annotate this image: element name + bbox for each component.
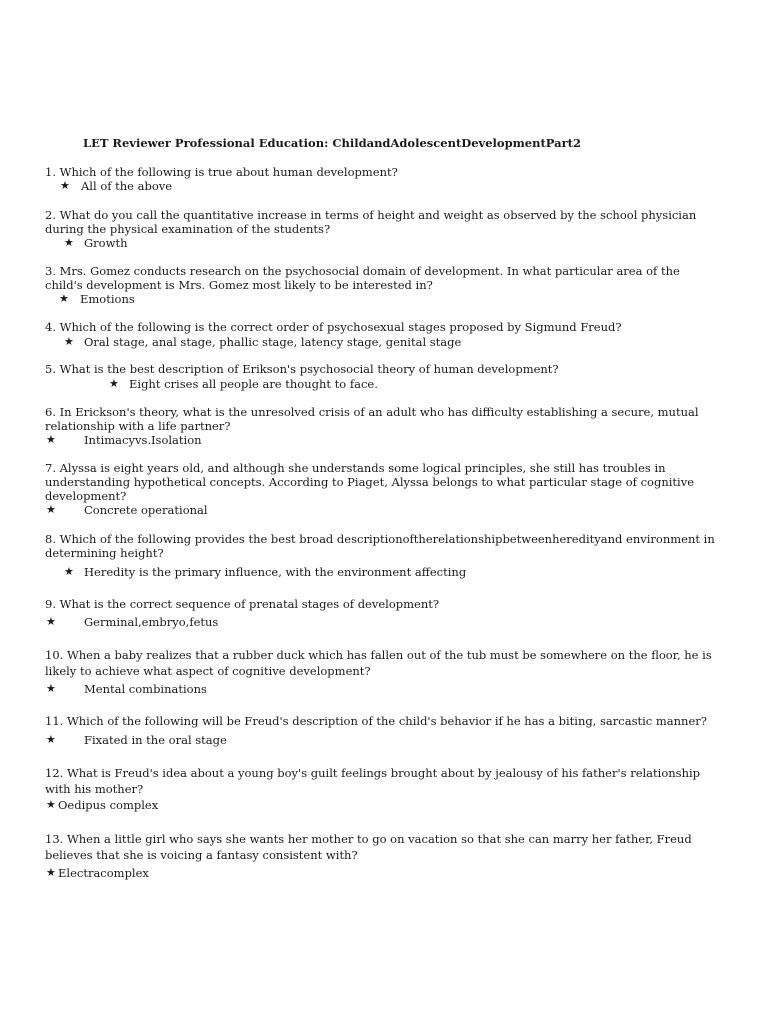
answer-4: Oral stage, anal stage, phallic stage, latency stage, genital stage xyxy=(84,335,462,349)
question-1: 1. Which of the following is true about human development? xyxy=(45,165,398,179)
question-5: 5. What is the best description of Erikson's psychosocial theory of human development? xyxy=(45,362,559,376)
star-bullet-icon: ★ xyxy=(46,733,56,746)
star-bullet-icon: ★ xyxy=(46,866,56,879)
question-8: 8. Which of the following provides the best broad descriptionoftherelationshipbetweenheredityand environment in determining height? xyxy=(45,532,715,560)
star-bullet-icon: ★ xyxy=(64,335,74,348)
question-9: 9. What is the correct sequence of prenatal stages of development? xyxy=(45,597,440,611)
star-bullet-icon: ★ xyxy=(60,179,70,192)
answer-7: Concrete operational xyxy=(84,503,208,517)
question-2: 2. What do you call the quantitative increase in terms of height and weight as observed by the school physician during the physical examination of the students? xyxy=(45,208,697,236)
star-bullet-icon: ★ xyxy=(109,377,119,390)
star-bullet-icon: ★ xyxy=(46,615,56,628)
star-bullet-icon: ★ xyxy=(64,236,74,249)
answer-8: Heredity is the primary influence, with the environment affecting xyxy=(84,565,467,579)
question-13: 13. When a little girl who says she wants her mother to go on vacation so that she can marry her father, Freud believes that she is voicing a fantasy consistent with? xyxy=(45,832,692,862)
answer-10: Mental combinations xyxy=(84,682,207,696)
question-6: 6. In Erickson's theory, what is the unresolved crisis of an adult who has difficulty establishing a secure, mutual relationship with a life partner? xyxy=(45,405,699,433)
answer-5: Eight crises all people are thought to face. xyxy=(129,377,378,391)
answer-6: Intimacyvs.Isolation xyxy=(84,433,202,447)
answer-1: All of the above xyxy=(81,179,173,193)
star-bullet-icon: ★ xyxy=(64,565,74,578)
question-7: 7. Alyssa is eight years old, and although she understands some logical principles, she still has troubles in understanding hypothetical concepts. According to Piaget, Alyssa belongs to what particular stage of cognitive development? xyxy=(45,461,695,503)
answer-11: Fixated in the oral stage xyxy=(84,733,227,747)
star-bullet-icon: ★ xyxy=(46,798,56,811)
document-title: LET Reviewer Professional Education: ChildandAdolescentDevelopmentPart2 xyxy=(83,136,581,150)
star-bullet-icon: ★ xyxy=(46,503,56,516)
star-bullet-icon: ★ xyxy=(46,433,56,446)
star-bullet-icon: ★ xyxy=(59,292,69,305)
answer-13: Electracomplex xyxy=(58,866,149,880)
answer-9: Germinal,embryo,fetus xyxy=(84,615,219,629)
question-12: 12. What is Freud's idea about a young boy's guilt feelings brought about by jealousy of his father's relationship with his mother? xyxy=(45,766,701,796)
question-3: 3. Mrs. Gomez conducts research on the psychosocial domain of development. In what particular area of the child's development is Mrs. Gomez most likely to be interested in? xyxy=(45,264,680,292)
question-11: 11. Which of the following will be Freud's description of the child's behavior if he has a biting, sarcastic manner? xyxy=(45,714,707,728)
answer-12: Oedipus complex xyxy=(58,798,159,812)
star-bullet-icon: ★ xyxy=(46,682,56,695)
answer-2: Growth xyxy=(84,236,128,250)
question-10: 10. When a baby realizes that a rubber duck which has fallen out of the tub must be somewhere on the floor, he is likely to achieve what aspect of cognitive development? xyxy=(45,648,712,678)
question-4: 4. Which of the following is the correct order of psychosexual stages proposed by Sigmund Freud? xyxy=(45,320,622,334)
answer-3: Emotions xyxy=(80,292,135,306)
